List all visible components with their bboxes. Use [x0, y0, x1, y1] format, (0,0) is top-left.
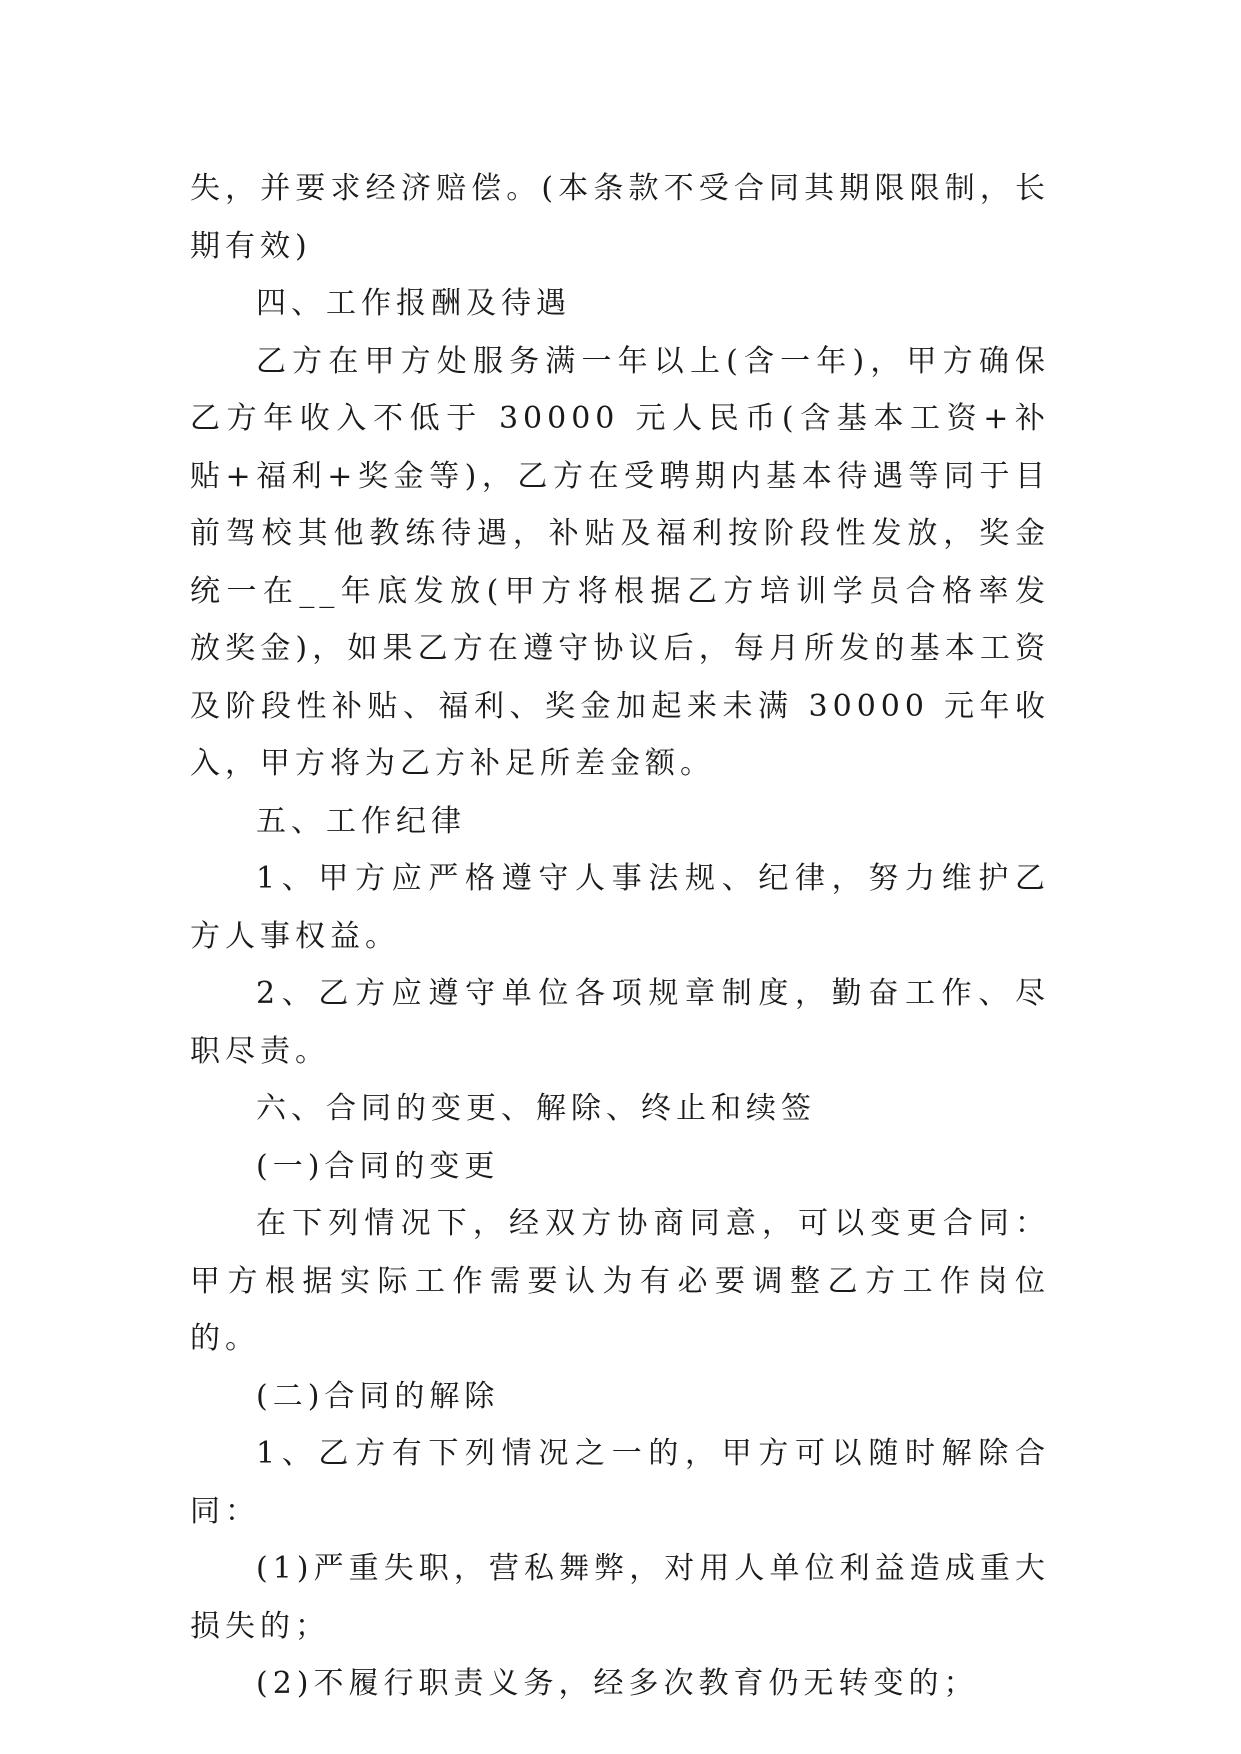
- list-item-termination-2: (2)不履行职责义务，经多次教育仍无转变的；: [256, 1666, 979, 1701]
- paragraph-discipline-1: 1、甲方应严格遵守人事法规、纪律，努力维护乙方人事权益。: [190, 861, 1050, 954]
- section-heading-contract-changes: 六、合同的变更、解除、终止和续签: [256, 1091, 816, 1126]
- paragraph-discipline-2: 2、乙方应遵守单位各项规章制度，勤奋工作、尽职尽责。: [190, 976, 1050, 1069]
- document-body: [190, 160, 1050, 1713]
- list-item-termination-1: (1)严重失职，营私舞弊，对用人单位利益造成重大损失的；: [190, 1551, 1050, 1644]
- section-heading-remuneration: 四、工作报酬及待遇: [256, 286, 571, 321]
- subheading-contract-termination: (二)合同的解除: [256, 1378, 500, 1414]
- paragraph-remuneration: 乙方在甲方处服务满一年以上(含一年)，甲方确保乙方年收入不低于 30000 元人民币(含基本工资+补贴+福利+奖金等)，乙方在受聘期内基本待遇等同于目前驾校其他教练待遇，补贴及福利按阶段性发放，奖金统一在__年底发放(甲方将根据乙方培训学员合格率发放奖金)，如果乙方在遵守协议后，每月所发的基本工资及阶段性补贴、福利、奖金加起来未满 30000 元年收入，甲方将为乙方补足所差金额。: [190, 343, 1050, 781]
- paragraph-contract-modification: 在下列情况下，经双方协商同意，可以变更合同：甲方根据实际工作需要认为有必要调整乙方工作岗位的。: [190, 1206, 1050, 1356]
- section-heading-discipline: 五、工作纪律: [256, 803, 466, 839]
- subheading-contract-modification: (一)合同的变更: [256, 1148, 500, 1184]
- paragraph-termination-intro: 1、乙方有下列情况之一的，甲方可以随时解除合同：: [190, 1436, 1050, 1529]
- paragraph-continuation: 失，并要求经济赔偿。(本条款不受合同其期限限制，长期有效): [190, 171, 1050, 264]
